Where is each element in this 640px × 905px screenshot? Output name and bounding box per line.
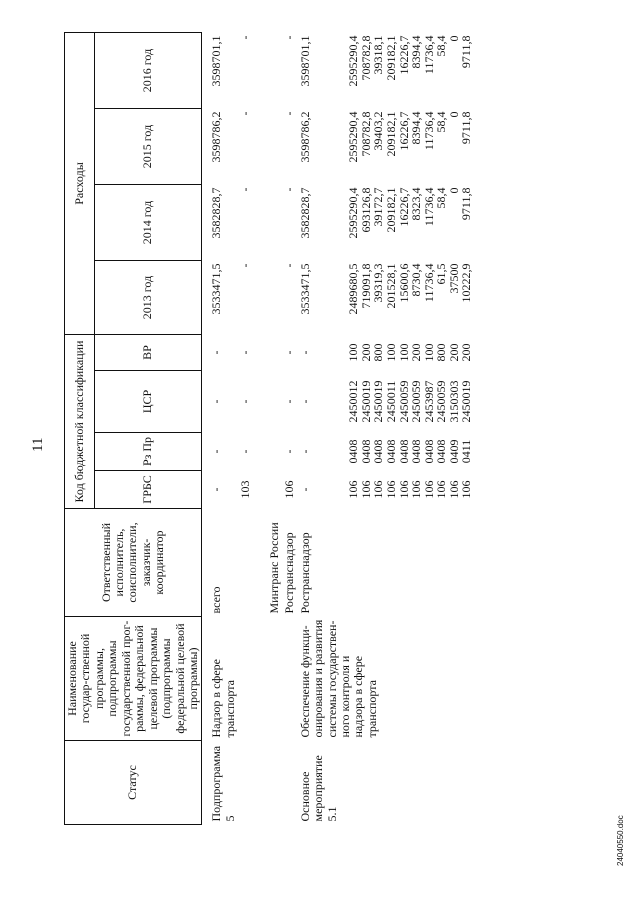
- cell-vr: 200: [446, 343, 461, 362]
- cell-csr: 3150303: [446, 380, 461, 423]
- cell-grbs: 106: [371, 480, 386, 499]
- header-executor: Ответственный исполнитель, соисполнители, заказчик-координатор: [65, 509, 202, 617]
- cell-2014: -: [238, 187, 253, 192]
- cell-vr: -: [297, 350, 312, 355]
- cell-2015: -: [238, 111, 253, 116]
- cell-2016: 3598701,1: [209, 35, 224, 87]
- cell-rzpr: 0408: [434, 439, 449, 464]
- cell-2016: 2595290,4: [346, 35, 361, 87]
- cell-rzpr: 0408: [358, 439, 373, 464]
- cell-grbs: 106: [383, 480, 398, 499]
- cell-csr: -: [238, 399, 253, 404]
- cell-rzpr: -: [297, 449, 312, 454]
- cell-2014: 58,4: [434, 187, 449, 209]
- cell-vr: 100: [396, 343, 411, 362]
- row-name: Надзор в сфере транспорта: [209, 659, 237, 738]
- cell-csr: 2450019: [358, 380, 373, 423]
- cell-vr: 800: [371, 343, 386, 362]
- cell-2014: 16226,7: [396, 187, 411, 227]
- cell-vr: 100: [346, 343, 361, 362]
- cell-rzpr: 0409: [446, 439, 461, 464]
- table-row: [202, 33, 238, 825]
- cell-grbs: 106: [409, 480, 424, 499]
- cell-vr: 100: [421, 343, 436, 362]
- header-name: Наименование государ-ственной программы, подпрограммы государственной прог-раммы, федеральной целевой программы (подпрограммы федеральной целевой программы): [65, 617, 202, 741]
- cell-2015: 8394,4: [409, 111, 424, 145]
- header-expenses: Расходы: [65, 33, 95, 335]
- cell-csr: 2453987: [421, 380, 436, 423]
- cell-csr: 2450019: [459, 380, 474, 423]
- cell-grbs: 106: [459, 480, 474, 499]
- cell-vr: -: [238, 350, 253, 355]
- cell-rzpr: 0408: [396, 439, 411, 464]
- cell-2014: 39172,7: [371, 187, 386, 227]
- cell-csr: -: [282, 399, 297, 404]
- cell-vr: 200: [459, 343, 474, 362]
- cell-csr: 2450059: [396, 380, 411, 423]
- cell-2016: 58,4: [434, 35, 449, 57]
- table-header: [65, 33, 202, 825]
- cell-grbs: 106: [346, 480, 361, 499]
- cell-vr: 200: [358, 343, 373, 362]
- cell-2013: -: [238, 263, 253, 268]
- header-status: Статус: [65, 741, 202, 825]
- cell-2013: 719091,8: [358, 263, 373, 309]
- table-row: [282, 33, 297, 825]
- cell-rzpr: 0411: [459, 439, 474, 464]
- cell-2015: 209182,1: [383, 111, 398, 157]
- header-2013: 2013 год: [95, 261, 202, 335]
- cell-grbs: 106: [446, 480, 461, 499]
- cell-2013: 3533471,5: [297, 263, 312, 315]
- header-2014: 2014 год: [95, 185, 202, 261]
- cell-grbs: -: [297, 487, 312, 492]
- cell-vr: -: [209, 350, 224, 355]
- cell-rzpr: -: [238, 449, 253, 454]
- cell-2016: -: [282, 35, 297, 40]
- cell-2015: 3598786,2: [297, 111, 312, 163]
- cell-2013: 10222,9: [459, 263, 474, 303]
- cell-csr: 2450011: [383, 380, 398, 423]
- cell-2016: 9711,8: [459, 35, 474, 69]
- table-row: [238, 33, 282, 825]
- cell-vr: 800: [434, 343, 449, 362]
- cell-csr: 2450059: [434, 380, 449, 423]
- cell-2015: 2595290,4: [346, 111, 361, 163]
- cell-2015: 3598786,2: [209, 111, 224, 163]
- cell-2016: 708782,8: [358, 35, 373, 81]
- cell-2016: 16226,7: [396, 35, 411, 75]
- cell-csr: -: [209, 399, 224, 404]
- header-vr: ВР: [95, 335, 202, 371]
- cell-2014: 0: [446, 187, 461, 194]
- row-status: Подпрограмма 5: [209, 745, 237, 822]
- row-name: Обеспечение функци-онирования и развития системы государствен-ного контроля и надзора в сфере транспорта: [297, 619, 379, 738]
- header-2016: 2016 год: [95, 33, 202, 109]
- cell-grbs: 106: [421, 480, 436, 499]
- cell-2013: 61,5: [434, 263, 449, 285]
- header-csr: ЦСР: [95, 371, 202, 433]
- cell-2016: 8394,4: [409, 35, 424, 69]
- table-row: [298, 33, 313, 825]
- cell-2015: 16226,7: [396, 111, 411, 151]
- cell-2015: 39403,2: [371, 111, 386, 151]
- row-executor: всего: [209, 586, 224, 614]
- row-executor: Ространснадзор: [297, 532, 312, 614]
- cell-2014: 9711,8: [459, 187, 474, 221]
- cell-2013: 39319,3: [371, 263, 386, 303]
- page-number: 11: [30, 437, 46, 452]
- cell-2015: 9711,8: [459, 111, 474, 145]
- cell-rzpr: -: [209, 449, 224, 454]
- cell-grbs: 103: [238, 480, 253, 499]
- cell-rzpr: 0408: [346, 439, 361, 464]
- header-budget-code: Код бюджетной классификации: [65, 335, 95, 509]
- cell-vr: 100: [383, 343, 398, 362]
- cell-grbs: 106: [358, 480, 373, 499]
- cell-grbs: 106: [396, 480, 411, 499]
- cell-vr: -: [282, 350, 297, 355]
- cell-2014: 693126,8: [358, 187, 373, 233]
- row-executor: Ространснадзор: [282, 532, 297, 614]
- cell-2016: -: [238, 35, 253, 40]
- cell-csr: 2450012: [346, 380, 361, 423]
- cell-csr: 2450059: [409, 380, 424, 423]
- cell-2016: 0: [446, 35, 461, 42]
- cell-2013: 15600,6: [396, 263, 411, 303]
- row-status: Основное мероприятие 5.1: [297, 755, 339, 822]
- cell-2014: 3582828,7: [297, 187, 312, 239]
- cell-2016: 39318,1: [371, 35, 386, 75]
- row-executor: Минтранс России: [266, 522, 281, 614]
- cell-2014: 8323,4: [409, 187, 424, 221]
- cell-2013: 11736,4: [421, 263, 436, 303]
- cell-rzpr: 0408: [383, 439, 398, 464]
- cell-vr: 200: [409, 343, 424, 362]
- expenses-table: [64, 32, 473, 825]
- cell-2014: 3582828,7: [209, 187, 224, 239]
- cell-2014: -: [282, 187, 297, 192]
- cell-2015: 58,4: [434, 111, 449, 133]
- document-id: 24040550.doc: [616, 815, 625, 866]
- cell-2014: 2595290,4: [346, 187, 361, 239]
- cell-2013: 3533471,5: [209, 263, 224, 315]
- header-2015: 2015 год: [95, 109, 202, 185]
- cell-2016: 11736,4: [421, 35, 436, 75]
- cell-2015: 11736,4: [421, 111, 436, 151]
- cell-2016: 3598701,1: [297, 35, 312, 87]
- cell-2013: 37500: [446, 263, 461, 294]
- cell-2015: 708782,8: [358, 111, 373, 157]
- cell-2015: 0: [446, 111, 461, 118]
- cell-2013: 8730,4: [409, 263, 424, 297]
- cell-grbs: -: [209, 487, 224, 492]
- cell-csr: 2450019: [371, 380, 386, 423]
- cell-2015: -: [282, 111, 297, 116]
- cell-2014: 11736,4: [421, 187, 436, 227]
- cell-grbs: 106: [282, 480, 297, 499]
- cell-rzpr: 0408: [421, 439, 436, 464]
- cell-rzpr: 0408: [409, 439, 424, 464]
- cell-rzpr: -: [282, 449, 297, 454]
- cell-csr: -: [297, 399, 312, 404]
- cell-2013: -: [282, 263, 297, 268]
- cell-2013: 2489680,5: [346, 263, 361, 315]
- cell-2014: 209182,1: [383, 187, 398, 233]
- cell-2016: 209182,1: [383, 35, 398, 81]
- cell-grbs: 106: [434, 480, 449, 499]
- header-rzpr: Рз Пр: [95, 433, 202, 471]
- cell-rzpr: 0408: [371, 439, 386, 464]
- cell-2013: 201528,1: [383, 263, 398, 309]
- header-grbs: ГРБС: [95, 471, 202, 509]
